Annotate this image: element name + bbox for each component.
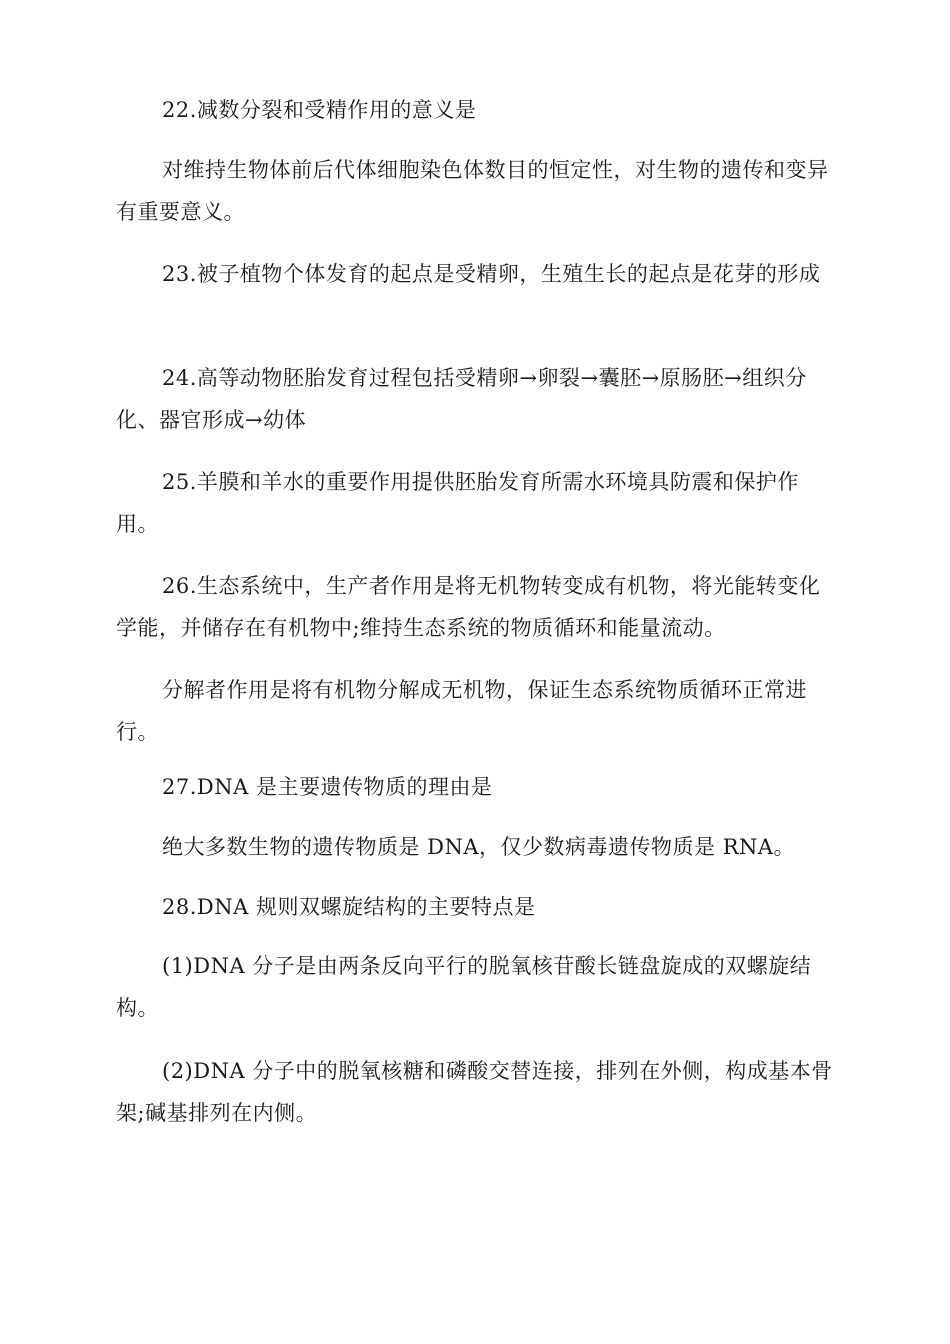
paragraph-22-body: 对维持生物体前后代体细胞染色体数目的恒定性，对生物的遗传和变异有重要意义。 — [116, 158, 829, 224]
paragraph-22-heading: 22.减数分裂和受精作用的意义是 — [162, 98, 477, 122]
paragraph-27-body: 绝大多数生物的遗传物质是 DNA，仅少数病毒遗传物质是 RNA。 — [162, 835, 796, 859]
paragraph-23: 23.被子植物个体发育的起点是受精卵，生殖生长的起点是花芽的形成 — [162, 262, 821, 286]
paragraph-28-point-2: (2)DNA 分子中的脱氧核糖和磷酸交替连接，排列在外侧，构成基本骨架;碱基排列在内侧。 — [116, 1059, 833, 1125]
paragraph-24: 24.高等动物胚胎发育过程包括受精卵→卵裂→囊胚→原肠胚→组织分化、器官形成→幼体 — [116, 366, 807, 432]
paragraph-28-point-1: (1)DNA 分子是由两条反向平行的脱氧核苷酸长链盘旋成的双螺旋结构。 — [116, 954, 812, 1020]
paragraph-28-heading: 28.DNA 规则双螺旋结构的主要特点是 — [162, 895, 536, 919]
paragraph-26-decomposer: 分解者作用是将有机物分解成无机物，保证生态系统物质循环正常进行。 — [116, 678, 807, 744]
paragraph-26-producer: 26.生态系统中，生产者作用是将无机物转变成有机物，将光能转变化学能，并储存在有机物中;维持生态系统的物质循环和能量流动。 — [116, 574, 821, 640]
paragraph-25: 25.羊膜和羊水的重要作用提供胚胎发育所需水环境具防震和保护作用。 — [116, 470, 799, 536]
paragraph-27-heading: 27.DNA 是主要遗传物质的理由是 — [162, 775, 493, 799]
